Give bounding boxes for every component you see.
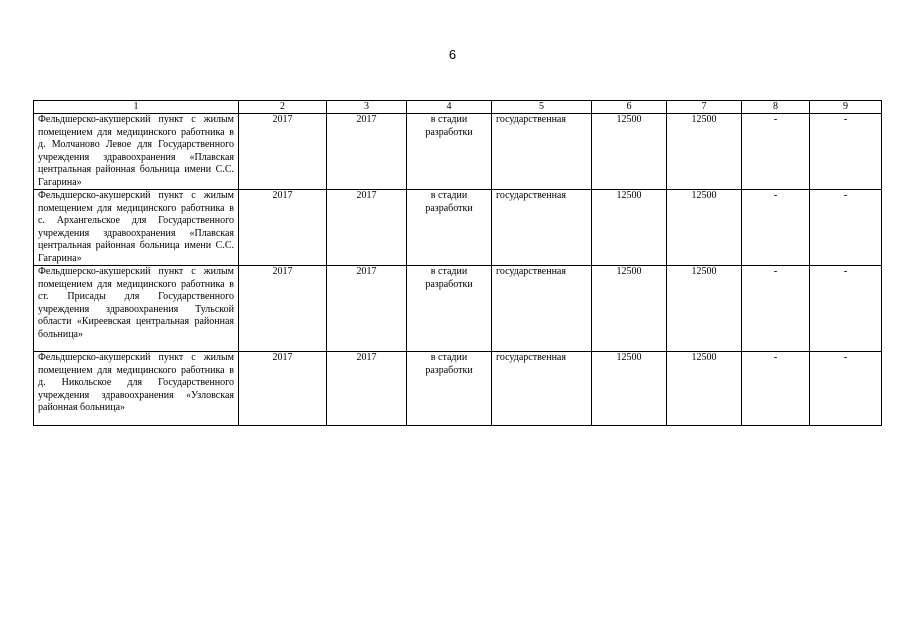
- data-table: [33, 100, 882, 426]
- ownership-type: государственная: [492, 266, 592, 352]
- project-status: в стадии разработки: [407, 352, 492, 426]
- table-row: [34, 190, 882, 266]
- value-col6: 12500: [592, 114, 667, 190]
- object-description: Фельдшерско-акушерский пункт с жилым помещением для медицинского работника в д. Молчаново Левое для Государственного учреждения здравоохранения «Плавская центральная районная больница имени С.С. Гагарина»: [34, 114, 239, 190]
- end-year: 2017: [327, 266, 407, 352]
- start-year: 2017: [239, 190, 327, 266]
- value-col8: -: [742, 266, 810, 352]
- column-header: 8: [742, 101, 810, 114]
- value-col9: -: [810, 114, 882, 190]
- project-status: в стадии разработки: [407, 114, 492, 190]
- end-year: 2017: [327, 190, 407, 266]
- value-col7: 12500: [667, 190, 742, 266]
- page-number: 6: [448, 47, 457, 62]
- value-col9: -: [810, 190, 882, 266]
- column-header: 2: [239, 101, 327, 114]
- start-year: 2017: [239, 266, 327, 352]
- ownership-type: государственная: [492, 114, 592, 190]
- ownership-type: государственная: [492, 190, 592, 266]
- object-description: Фельдшерско-акушерский пункт с жилым помещением для медицинского работника в ст. Присады для Государственного учреждения здравоохранения Тульской области «Киреевская центральная районная больница»: [34, 266, 239, 352]
- column-header: 7: [667, 101, 742, 114]
- project-status: в стадии разработки: [407, 190, 492, 266]
- column-header: 4: [407, 101, 492, 114]
- value-col6: 12500: [592, 266, 667, 352]
- object-description: Фельдшерско-акушерский пункт с жилым помещением для медицинского работника в с. Архангельское для Государственного учреждения здравоохранения «Плавская центральная районная больница имени С.С. Гагарина»: [34, 190, 239, 266]
- table-row: [34, 352, 882, 426]
- table-row: [34, 266, 882, 352]
- value-col8: -: [742, 190, 810, 266]
- value-col9: -: [810, 266, 882, 352]
- value-col6: 12500: [592, 190, 667, 266]
- project-status: в стадии разработки: [407, 266, 492, 352]
- end-year: 2017: [327, 352, 407, 426]
- column-header: 3: [327, 101, 407, 114]
- value-col8: -: [742, 352, 810, 426]
- value-col9: -: [810, 352, 882, 426]
- column-header: 5: [492, 101, 592, 114]
- table-header-row: [34, 101, 882, 114]
- table-row: [34, 114, 882, 190]
- ownership-type: государственная: [492, 352, 592, 426]
- start-year: 2017: [239, 352, 327, 426]
- object-description: Фельдшерско-акушерский пункт с жилым помещением для медицинского работника в д. Никольское для Государственного учреждения здравоохранения «Узловская районная больница»: [34, 352, 239, 426]
- value-col7: 12500: [667, 266, 742, 352]
- end-year: 2017: [327, 114, 407, 190]
- column-header: 6: [592, 101, 667, 114]
- column-header: 1: [34, 101, 239, 114]
- value-col7: 12500: [667, 114, 742, 190]
- value-col8: -: [742, 114, 810, 190]
- value-col6: 12500: [592, 352, 667, 426]
- value-col7: 12500: [667, 352, 742, 426]
- start-year: 2017: [239, 114, 327, 190]
- column-header: 9: [810, 101, 882, 114]
